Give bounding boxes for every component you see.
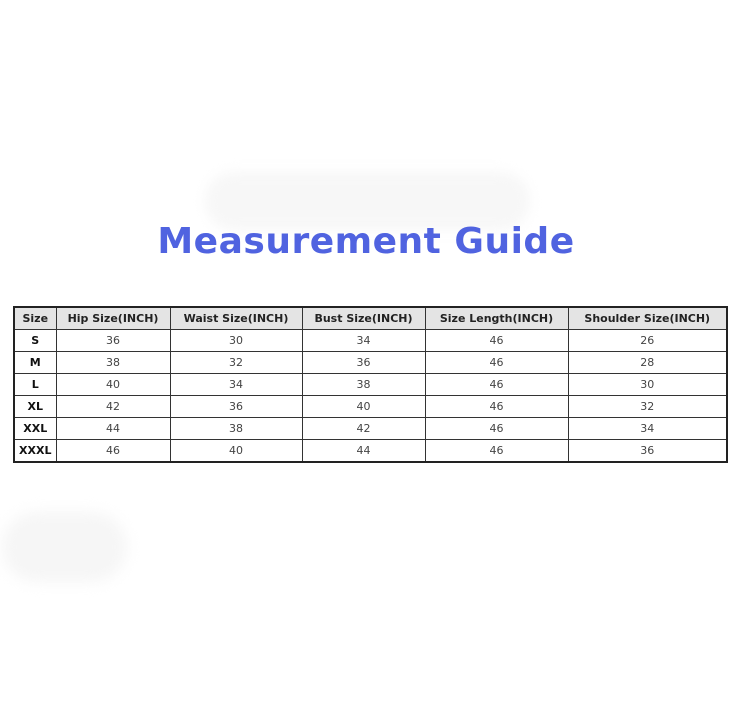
length-cell: 46 [425, 440, 568, 463]
bust-cell: 40 [302, 396, 425, 418]
hip-cell: 40 [56, 374, 170, 396]
size-cell: S [14, 330, 56, 352]
length-cell: 46 [425, 396, 568, 418]
shoulder-cell: 30 [568, 374, 727, 396]
hip-cell: 38 [56, 352, 170, 374]
table-row [14, 440, 727, 463]
shoulder-cell: 36 [568, 440, 727, 463]
waist-cell: 32 [170, 352, 302, 374]
size-cell: XL [14, 396, 56, 418]
header-size-length: Size Length(INCH) [425, 307, 568, 330]
waist-cell: 30 [170, 330, 302, 352]
header-size: Size [14, 307, 56, 330]
bust-cell: 34 [302, 330, 425, 352]
bust-cell: 44 [302, 440, 425, 463]
header-shoulder-size: Shoulder Size(INCH) [568, 307, 727, 330]
waist-cell: 36 [170, 396, 302, 418]
table-header-row [14, 307, 727, 330]
bust-cell: 42 [302, 418, 425, 440]
shoulder-cell: 28 [568, 352, 727, 374]
length-cell: 46 [425, 330, 568, 352]
length-cell: 46 [425, 418, 568, 440]
shoulder-cell: 26 [568, 330, 727, 352]
size-cell: XXL [14, 418, 56, 440]
table-row [14, 418, 727, 440]
measurement-table [13, 306, 728, 463]
bust-cell: 38 [302, 374, 425, 396]
bust-cell: 36 [302, 352, 425, 374]
header-bust-size: Bust Size(INCH) [302, 307, 425, 330]
hip-cell: 36 [56, 330, 170, 352]
hip-cell: 42 [56, 396, 170, 418]
size-cell: M [14, 352, 56, 374]
waist-cell: 40 [170, 440, 302, 463]
waist-cell: 38 [170, 418, 302, 440]
table-row [14, 374, 727, 396]
length-cell: 46 [425, 374, 568, 396]
table-row [14, 396, 727, 418]
header-hip-size: Hip Size(INCH) [56, 307, 170, 330]
waist-cell: 34 [170, 374, 302, 396]
hip-cell: 46 [56, 440, 170, 463]
size-cell: XXXL [14, 440, 56, 463]
page-title: Measurement Guide [157, 221, 575, 262]
shoulder-cell: 32 [568, 396, 727, 418]
hip-cell: 44 [56, 418, 170, 440]
table-row [14, 352, 727, 374]
header-waist-size: Waist Size(INCH) [170, 307, 302, 330]
background-smudge [2, 512, 127, 582]
table-row [14, 330, 727, 352]
size-cell: L [14, 374, 56, 396]
shoulder-cell: 34 [568, 418, 727, 440]
length-cell: 46 [425, 352, 568, 374]
